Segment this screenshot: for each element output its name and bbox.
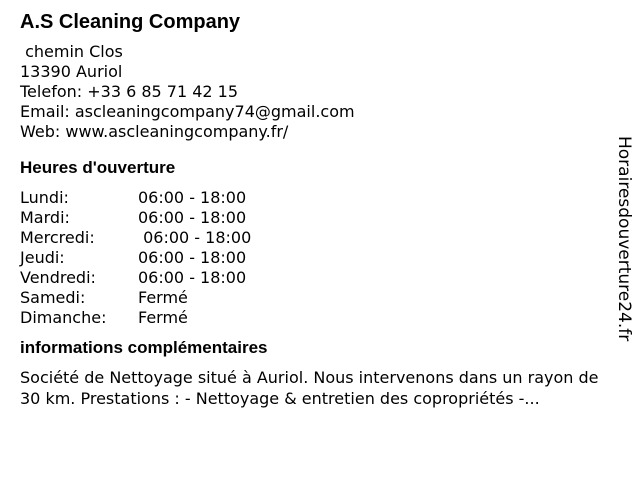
day-hours: 06:00 - 18:00 (138, 188, 247, 207)
hours-row-tuesday (20, 208, 251, 228)
additional-info-heading: informations complémentaires (20, 338, 268, 357)
hours-row-saturday (20, 288, 251, 308)
hours-row-thursday (20, 248, 251, 268)
hours-row-monday (20, 188, 251, 208)
day-label: Samedi: (20, 288, 86, 307)
day-hours: 06:00 - 18:00 (138, 268, 247, 287)
day-hours: Fermé (138, 308, 188, 327)
email-line: Email: ascleaningcompany74@gmail.com (20, 102, 355, 121)
day-label: Mercredi: (20, 228, 95, 247)
day-hours: 06:00 - 18:00 (138, 228, 252, 247)
day-label: Mardi: (20, 208, 70, 227)
day-hours: Fermé (138, 288, 188, 307)
day-label: Dimanche: (20, 308, 107, 327)
day-label: Vendredi: (20, 268, 96, 287)
city-postal-code: 13390 Auriol (20, 62, 123, 81)
additional-info-text: Société de Nettoyage situé à Auriol. Nous intervenons dans un rayon de 30 km. Prestations : - Nettoyage & entretien des copropriétés -... (20, 368, 599, 408)
day-label: Lundi: (20, 188, 69, 207)
hours-row-sunday (20, 308, 251, 328)
day-label: Jeudi: (20, 248, 65, 267)
opening-hours-table (20, 188, 251, 328)
street-address: chemin Clos (20, 42, 123, 61)
hours-row-wednesday (20, 228, 251, 248)
opening-hours-heading: Heures d'ouverture (20, 158, 176, 177)
day-hours: 06:00 - 18:00 (138, 208, 247, 227)
company-name: A.S Cleaning Company (20, 11, 241, 33)
hours-row-friday (20, 268, 251, 288)
vertical-brand-text: Horairesdouverture24.fr (614, 136, 634, 342)
website-line: Web: www.ascleaningcompany.fr/ (20, 122, 289, 141)
day-hours: 06:00 - 18:00 (138, 248, 247, 267)
company-card (20, 8, 610, 409)
phone-line: Telefon: +33 6 85 71 42 15 (20, 82, 239, 101)
contact-block (20, 42, 610, 142)
